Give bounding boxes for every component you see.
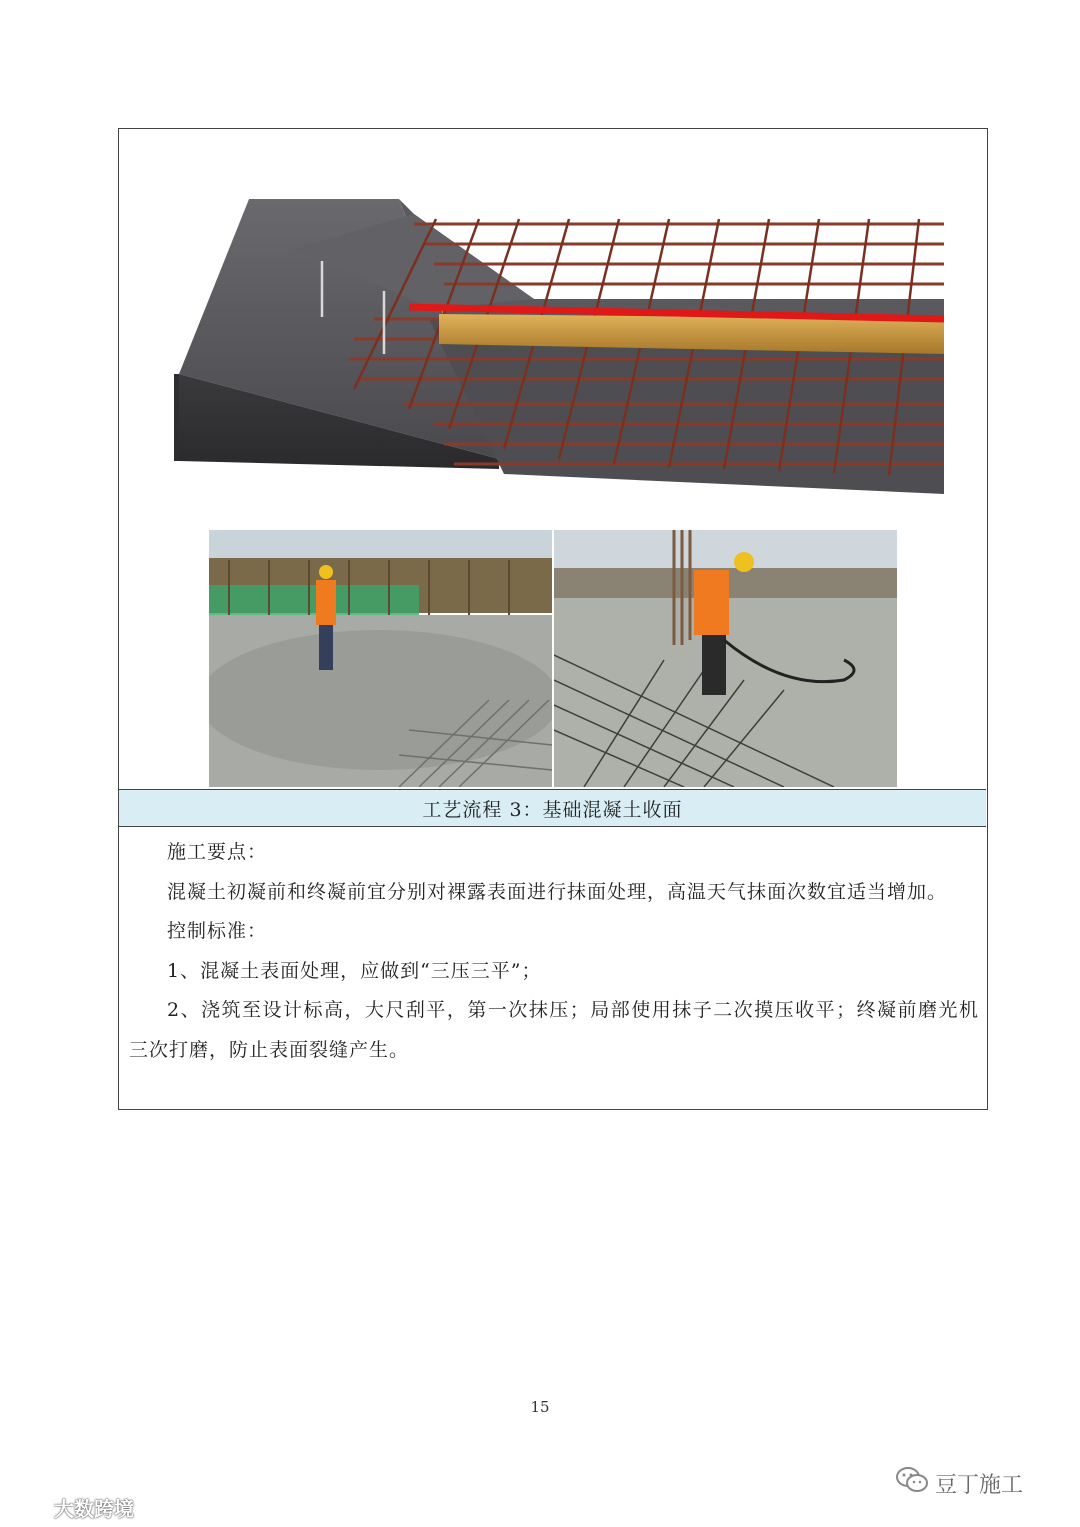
weibo-icon (6, 1492, 50, 1523)
process-caption-bar (119, 789, 986, 827)
rebar-3d-illustration (174, 189, 944, 499)
page-number: 15 (530, 1398, 550, 1416)
process-caption: 工艺流程 3：基础混凝土收面 (422, 798, 683, 821)
construction-photo-left (209, 530, 552, 787)
construction-photo-right (554, 530, 897, 787)
body-paragraph: 混凝土初凝前和终凝前宜分别对裸露表面进行抹面处理，高温天气抹面次数宜适当增加。 (167, 880, 948, 903)
construction-notes (129, 833, 979, 1071)
watermark-left-text: 大数跨境 (54, 1497, 134, 1521)
wechat-icon (895, 1466, 929, 1500)
body-paragraph: 2、浇筑至设计标高，大尺刮平，第一次抹压；局部使用抹子二次摸压收平；终凝前磨光机三次打磨，防止表面裂缝产生。 (129, 999, 979, 1061)
watermark-left (6, 1492, 134, 1523)
body-paragraph: 1、混凝土表面处理，应做到“三压三平”； (167, 959, 542, 982)
body-paragraph: 施工要点： (167, 841, 268, 863)
body-paragraph: 控制标准： (167, 920, 268, 943)
document-table (118, 128, 988, 1110)
watermark-right (895, 1466, 1023, 1500)
watermark-right-text: 豆丁施工 (935, 1472, 1024, 1498)
